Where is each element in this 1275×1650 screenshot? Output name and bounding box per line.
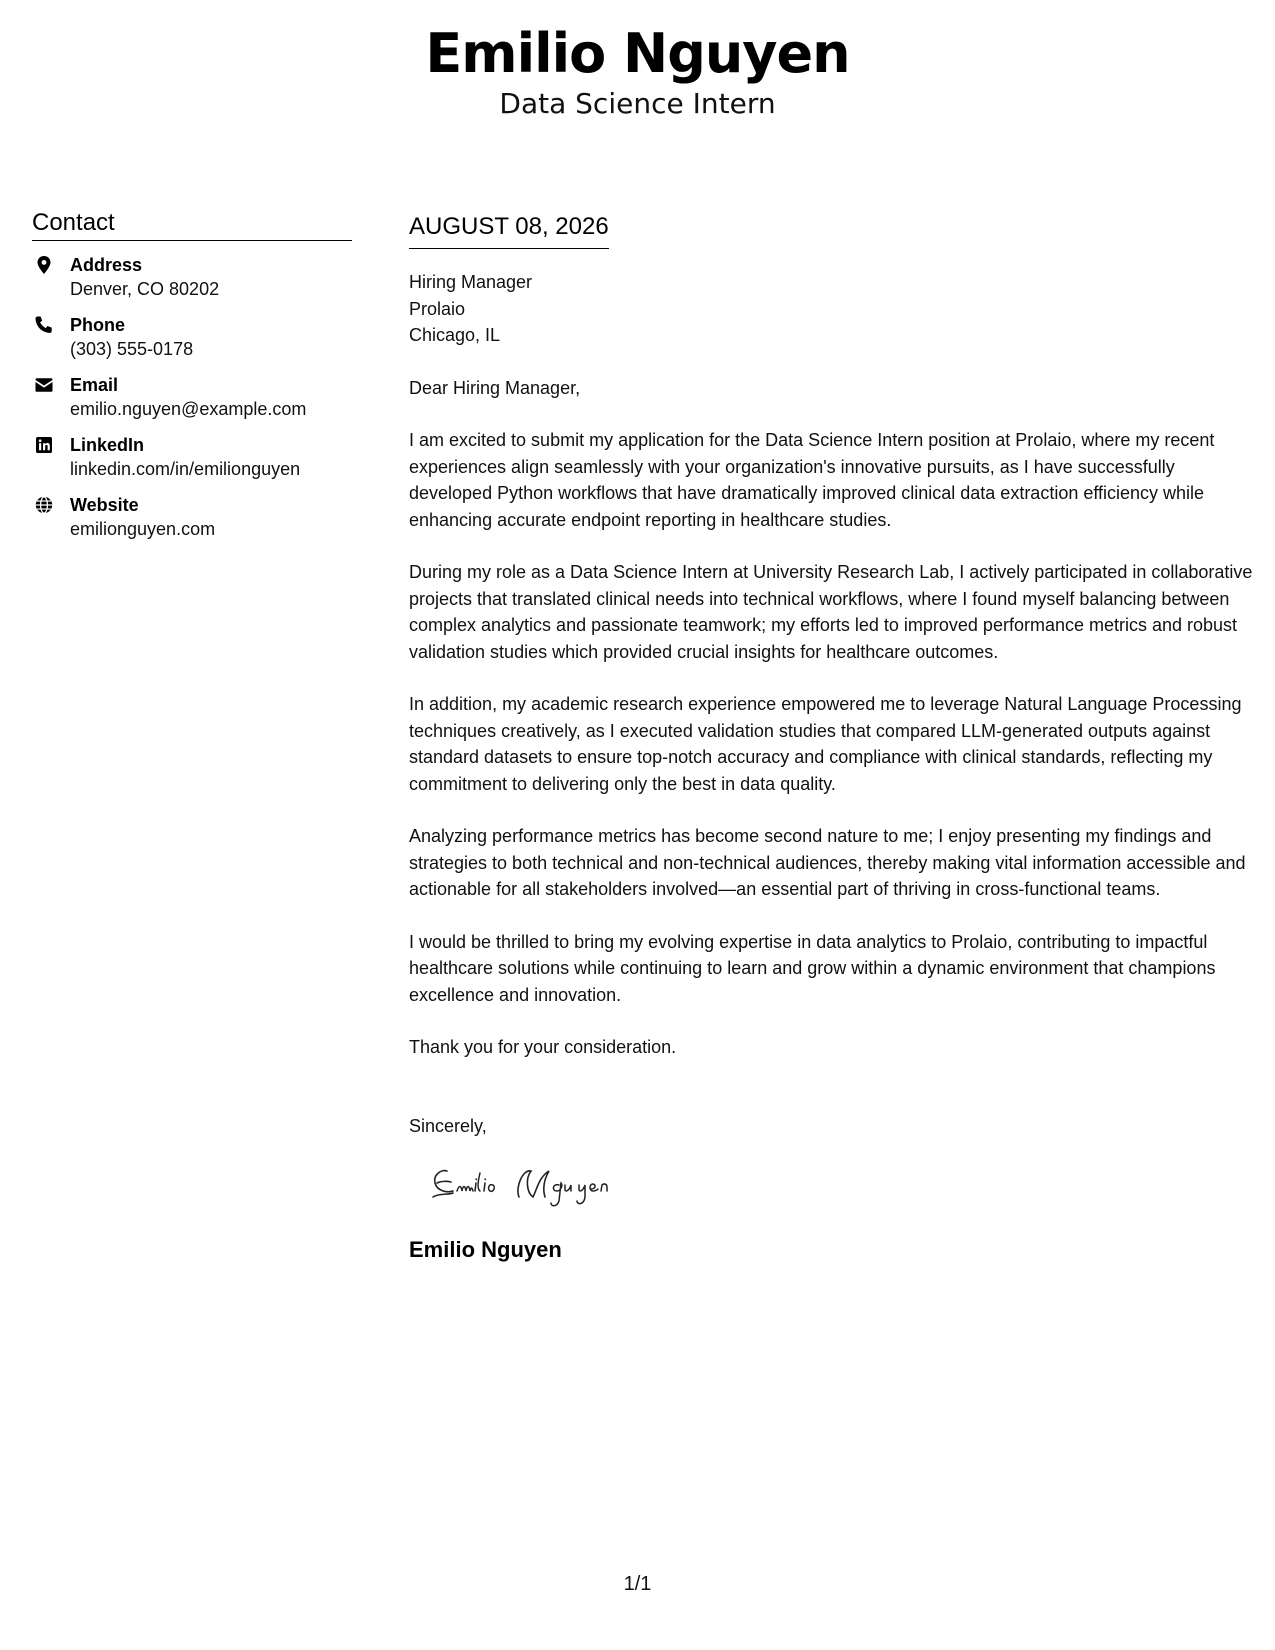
contact-label-email: Email: [70, 375, 119, 395]
letter-date: AUGUST 08, 2026: [409, 213, 609, 240]
handwritten-signature: [427, 1157, 667, 1213]
recipient-line: Prolaio: [409, 298, 466, 319]
contact-item-linkedin: [32, 433, 352, 481]
letter-paragraph: Thank you for your consideration.: [409, 1037, 677, 1057]
contact-item-phone: [32, 313, 352, 361]
contact-value-website: emilionguyen.com: [70, 519, 216, 539]
linkedin-icon: [34, 435, 54, 455]
contact-item-email: [32, 373, 352, 421]
applicant-title: Data Science Intern: [499, 87, 776, 120]
contact-item-address: [32, 253, 352, 301]
contact-value-address: Denver, CO 80202: [70, 279, 220, 299]
letter-paragraph: I am excited to submit my application for the Data Science Intern position at Prolaio, where my recent experiences align seamlessly with your organization's innovative pursuits, as I have successfully developed Python workflows that have dramatically improved clinical data extraction efficiency while enhancing accurate endpoint reporting in healthcare studies.: [409, 430, 1215, 530]
map-pin-icon: [34, 255, 54, 275]
recipient-line: Hiring Manager: [409, 272, 533, 292]
contact-section-title: Contact: [32, 208, 352, 241]
contact-label-website: Website: [70, 495, 139, 515]
globe-icon: [34, 495, 54, 515]
letter-paragraph: In addition, my academic research experience empowered me to leverage Natural Language Processing techniques creatively, as I executed validation studies that compared LLM-generated outputs against standard datasets to ensure top-notch accuracy and compliance with clinical standards, reflecting my commitment to delivering only the best in data quality.: [409, 694, 1242, 794]
applicant-name: Emilio Nguyen: [425, 22, 850, 85]
contact-sidebar: [32, 208, 352, 541]
envelope-icon: [34, 375, 54, 395]
recipient-line: Chicago, IL: [409, 325, 501, 345]
page-number: 1/1: [623, 1573, 652, 1595]
letter-date-block: [409, 212, 609, 249]
contact-label-phone: Phone: [70, 315, 126, 335]
contact-label-linkedin: LinkedIn: [70, 435, 145, 455]
signer-name: Emilio Nguyen: [409, 1236, 562, 1262]
letter-paragraph: I would be thrilled to bring my evolving expertise in data analytics to Prolaio, contributing to impactful healthcare solutions while continuing to learn and grow within a dynamic environment that champions excellence and innovation.: [409, 931, 1216, 1005]
salutation: Dear Hiring Manager,: [409, 377, 581, 398]
contact-value-phone: (303) 555-0178: [70, 339, 194, 359]
phone-icon: [34, 315, 54, 335]
letter-paragraph: Analyzing performance metrics has become second nature to me; I enjoy presenting my findings and strategies to both technical and non-technical audiences, thereby making vital information accessible and actionable for all stakeholders involved—an essential part of thriving in cross-functional teams.: [409, 826, 1246, 899]
letter-paragraph: During my role as a Data Science Intern at University Research Lab, I actively participated in collaborative projects that translated clinical needs into technical workflows, where I found myself balancing between complex analytics and passionate teamwork; my efforts led to improved performance metrics and robust validation studies which provided crucial insights for healthcare outcomes.: [409, 562, 1253, 662]
contact-label-address: Address: [70, 255, 143, 275]
contact-value-email: emilio.nguyen@example.com: [70, 399, 307, 419]
contact-item-website: [32, 493, 352, 541]
closing-phrase: Sincerely,: [409, 1115, 487, 1136]
recipient-address: [409, 269, 1254, 349]
letter-header: [0, 22, 1275, 122]
contact-value-linkedin: linkedin.com/in/emilionguyen: [70, 459, 301, 479]
letter-body: [409, 212, 1254, 1264]
